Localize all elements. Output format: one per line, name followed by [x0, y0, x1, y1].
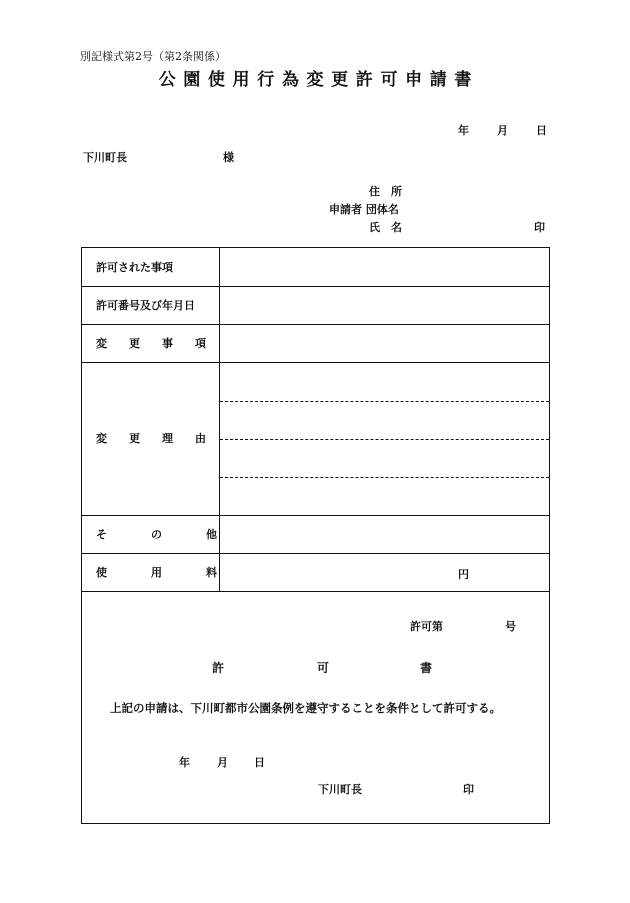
certificate-seal-mark: 印: [463, 783, 474, 796]
permit-number-suffix: 号: [505, 620, 516, 633]
application-date-day: 日: [536, 124, 547, 137]
permit-number-prefix: 許可第: [410, 620, 443, 633]
form-reference: 別記様式第2号（第2条関係）: [80, 50, 226, 63]
certificate-date-day: 日: [254, 756, 265, 769]
row-label-permitted-matter: 許可された事項: [96, 260, 173, 274]
row-label-change-matter: 変 更 事 項: [96, 336, 206, 350]
reason-ruled-line: [220, 401, 549, 402]
application-date-month: 月: [497, 124, 508, 137]
certificate-title-char-2: 可: [317, 661, 330, 675]
fee-unit-yen: 円: [458, 568, 469, 581]
reason-ruled-line: [220, 439, 549, 440]
row-label-usage-fee: 使 用 料: [96, 565, 217, 579]
certificate-signer: 下川町長: [318, 783, 362, 796]
applicant-name-label: 氏 名: [369, 221, 402, 234]
field-change-matter[interactable]: [220, 324, 549, 362]
certificate-date-year: 年: [179, 756, 190, 769]
addressee-honorific: 様: [223, 151, 234, 164]
field-usage-fee[interactable]: [220, 553, 549, 591]
certificate-title-char-1: 許: [212, 661, 225, 675]
certificate-date-month: 月: [217, 756, 228, 769]
row-label-change-reason: 変 更 理 由: [96, 432, 206, 445]
document-title: 公園使用行為変更許可申請書: [158, 70, 480, 90]
field-permitted-matter[interactable]: [220, 248, 549, 286]
applicant-group-label: 申請者 団体名: [329, 203, 399, 216]
reason-ruled-line: [220, 477, 549, 478]
certificate-divider: [82, 591, 549, 592]
application-date-year: 年: [458, 124, 469, 137]
row-label-permit-number-date: 許可番号及び年月日: [96, 298, 195, 312]
applicant-seal-mark: 印: [534, 221, 545, 234]
field-other[interactable]: [220, 515, 549, 553]
row-label-other: そ の 他: [96, 527, 217, 541]
application-form-table: [81, 247, 550, 824]
certificate-title-char-3: 書: [420, 661, 433, 675]
addressee: 下川町長: [83, 151, 127, 164]
field-permit-number-date[interactable]: [220, 286, 549, 324]
certificate-body-text: 上記の申請は、下川町都市公園条例を遵守することを条件として許可する。: [110, 701, 501, 715]
applicant-address-label: 住 所: [369, 185, 402, 198]
